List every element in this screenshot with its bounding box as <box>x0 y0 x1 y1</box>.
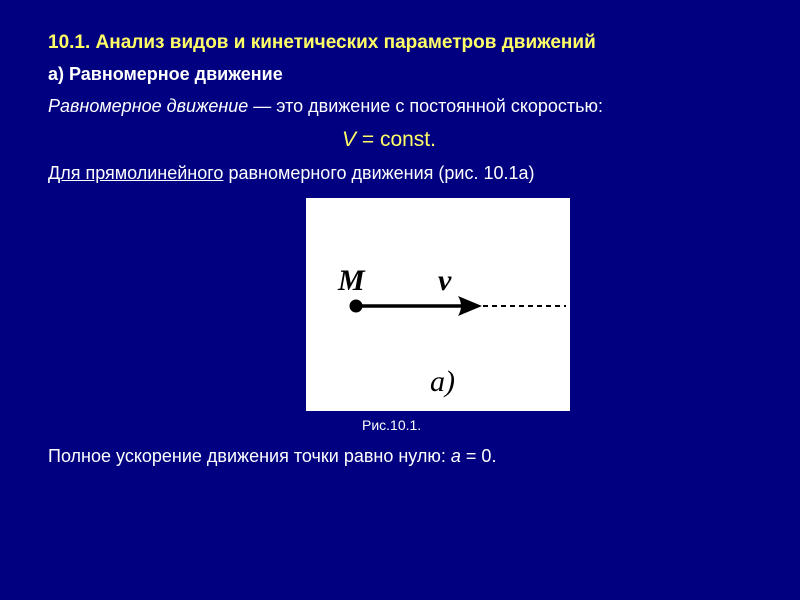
definition-line <box>48 96 603 117</box>
figure-caption: Рис.10.1. <box>362 417 422 433</box>
linear-motion-rest: равномерного движения (рис. 10.1а) <box>223 163 535 183</box>
acceleration-variable: a <box>450 446 461 466</box>
figure-10-1 <box>306 198 570 411</box>
slide-title: 10.1. Анализ видов и кинетических параметров движений <box>48 32 596 53</box>
formula-rest: = const. <box>356 128 436 151</box>
acceleration-text: Полное ускорение движения точки равно нулю: <box>48 446 451 466</box>
formula <box>342 128 436 152</box>
point-label: M <box>338 264 365 297</box>
definition-rest: — это движение с постоянной скоростью: <box>248 96 604 116</box>
velocity-label: v <box>438 264 452 297</box>
acceleration-rest: = 0. <box>460 446 497 466</box>
linear-motion-line <box>48 163 535 184</box>
acceleration-line <box>48 446 496 467</box>
arrow-head <box>458 296 482 316</box>
linear-motion-underlined: Для прямолинейного <box>48 163 224 183</box>
definition-term: Равномерное движение <box>48 96 249 116</box>
slide-subtitle: а) Равномерное движение <box>48 64 283 84</box>
formula-variable: V <box>342 128 357 151</box>
panel-label: a) <box>430 365 455 398</box>
figure-diagram <box>306 198 570 411</box>
